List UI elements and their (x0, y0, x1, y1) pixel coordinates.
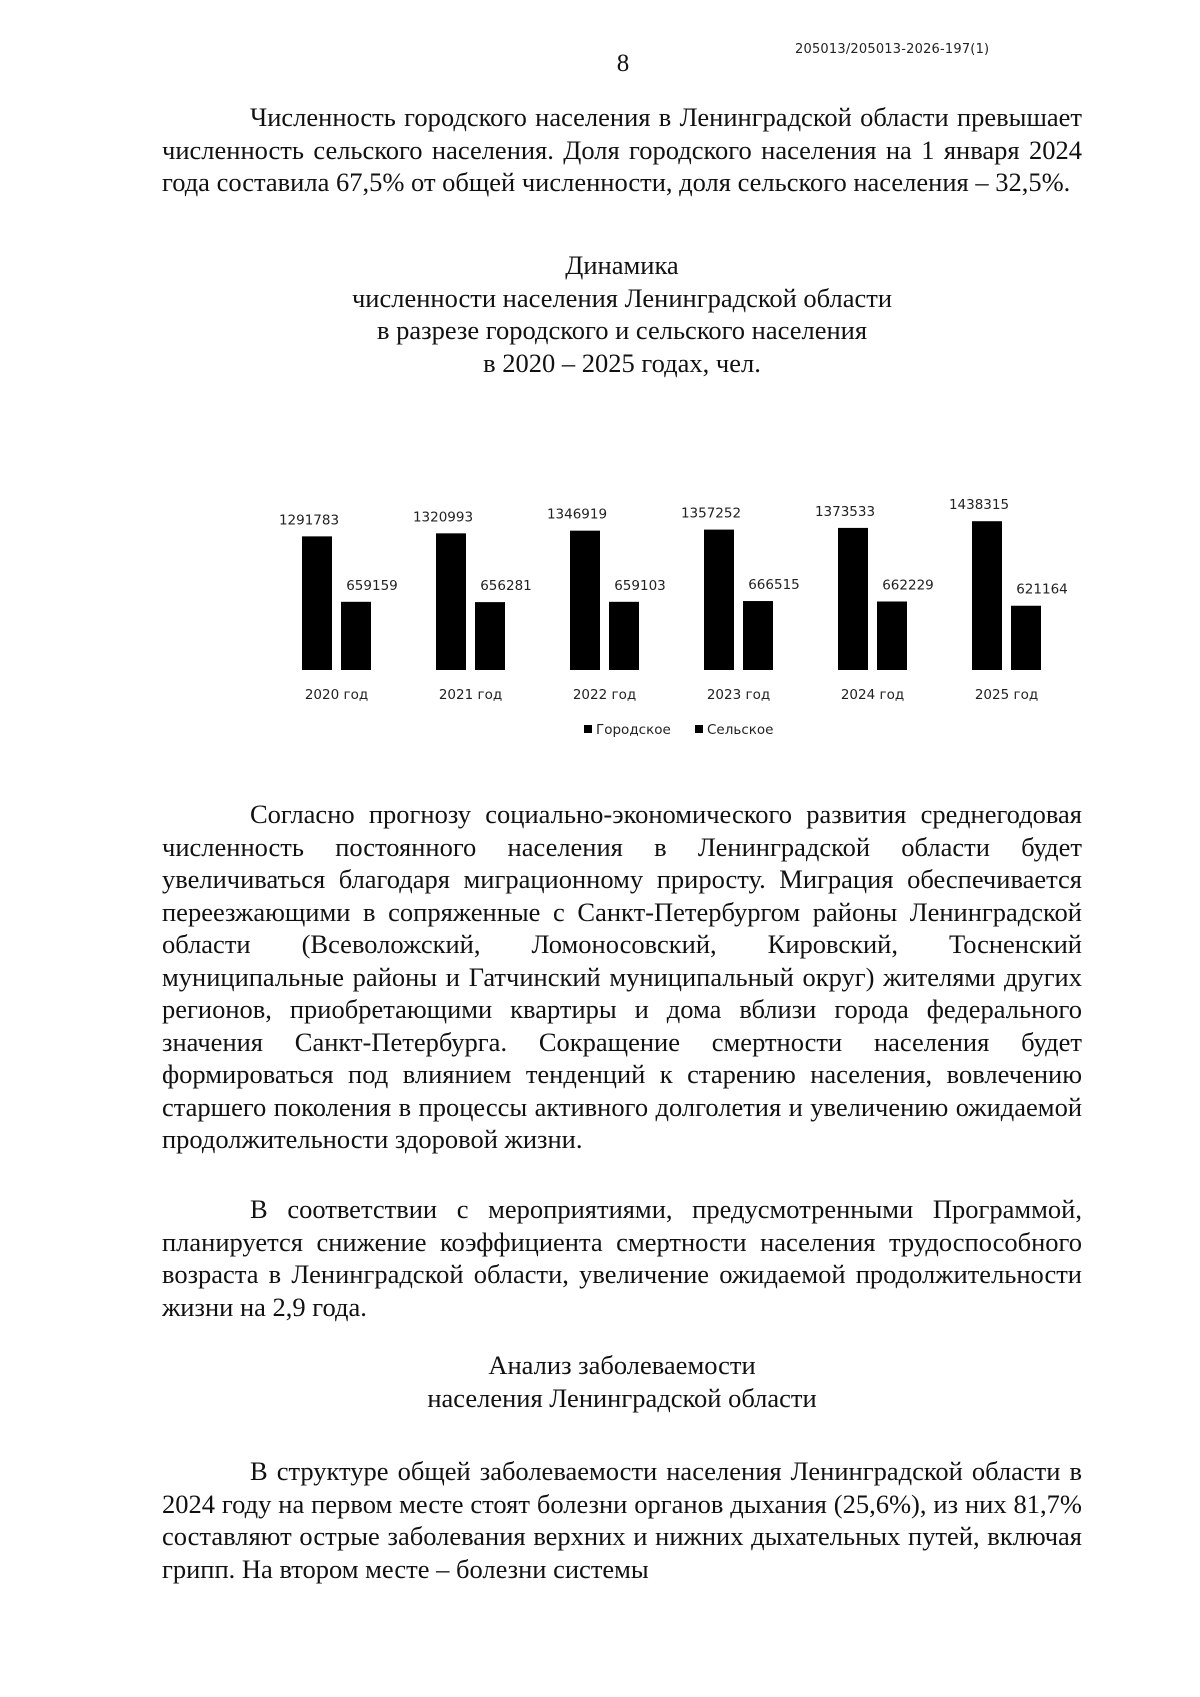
data-label-urban-5: 1373533 (814, 503, 876, 520)
data-label-urban-6: 1438315 (948, 497, 1010, 514)
x-tick-label-1: 2020 год (304, 687, 369, 703)
legend-urban-label: Городское (596, 722, 671, 738)
x-tick-label-4: 2023 год (706, 687, 771, 703)
bar-urban-3 (570, 531, 600, 670)
bar-rural-2 (475, 602, 505, 670)
data-label-rural-3: 659103 (614, 577, 666, 594)
bar-rural-3 (609, 602, 639, 670)
x-tick-label-3: 2022 год (572, 687, 637, 703)
bar-urban-1 (302, 536, 332, 670)
page-number: 8 (616, 50, 630, 77)
legend-rural-label: Сельское (707, 722, 774, 738)
data-label-rural-1: 659159 (346, 577, 398, 594)
data-label-urban-2: 1320993 (412, 509, 474, 526)
data-label-urban-1: 1291783 (278, 512, 340, 529)
x-tick-label-2: 2021 год (438, 687, 503, 703)
chart-heading-line-3: в разрезе городского и сельского населения (376, 315, 868, 345)
bar-urban-6 (972, 521, 1002, 670)
data-label-rural-6: 621164 (1016, 581, 1068, 598)
data-label-rural-4: 666515 (748, 577, 800, 594)
chart-heading-line-1: Динамика (565, 250, 679, 280)
bar-rural-4 (743, 601, 773, 670)
bar-urban-2 (436, 533, 466, 670)
legend-rural-swatch (695, 725, 703, 733)
bar-urban-5 (838, 528, 868, 670)
bar-rural-5 (877, 601, 907, 670)
data-label-urban-3: 1346919 (546, 506, 608, 523)
paragraph-forecast: Согласно прогнозу социально-экономического развития среднегодовая численность постоянного населения в Ленинградской области будет увеличиваться благодаря миграционному приросту. Миграция обеспечивается переезжающими в сопряженные с Санкт-Петербургом районы Ленинградской области (Всеволожский, Ломоносовский, Кировский, Тосненский муниципальные районы и Гатчинский муниципальный округ) жителями других регионов, приобретающими квартиры и дома вблизи города федерального значения Санкт-Петербурга. Сокращение смертности населения будет формироваться под влиянием тенденций к старению населения, вовлечению старшего поколения в процессы активного долголетия и увеличению ожидаемой продолжительности здоровой жизни. (162, 799, 1082, 1154)
paragraph-urban-share: Численность городского населения в Ленинградской области превышает численность сельского населения. Доля городского населения на 1 января 2024 года составила 67,5% от общей численности, доля сельского населения – 32,5%. (162, 102, 1082, 197)
bar-rural-1 (341, 602, 371, 670)
population-bar-chart (262, 470, 1082, 760)
data-label-rural-5: 662229 (882, 577, 934, 594)
x-tick-label-6: 2025 год (974, 687, 1039, 703)
data-label-rural-2: 656281 (480, 578, 532, 595)
bar-urban-4 (704, 530, 734, 670)
bar-rural-6 (1011, 606, 1041, 670)
paragraph-program-measures: В соответствии с мероприятиями, предусмотренными Программой, планируется снижение коэффициента смертности населения трудоспособного возраста в Ленинградской области, увеличение ожидаемой продолжительности жизни на 2,9 года. (162, 1194, 1082, 1322)
paragraph-morbidity: В структуре общей заболеваемости населения Ленинградской области в 2024 году на первом месте стоят болезни органов дыхания (25,6%), из них 81,7% составляют острые заболевания верхних и нижних дыхательных путей, включая грипп. На втором месте – болезни системы (162, 1456, 1082, 1584)
chart-heading (162, 249, 1082, 379)
document-reference: 205013/205013-2026-197(1) (795, 42, 990, 57)
chart-heading-line-2: численности населения Ленинградской области (351, 282, 893, 313)
section-heading-line-1: Анализ заболеваемости (488, 1350, 756, 1380)
chart-heading-line-4: в 2020 – 2025 годах, чел. (483, 347, 761, 378)
section-heading-line-2: населения Ленинградской области (427, 1382, 817, 1413)
x-tick-label-5: 2024 год (840, 687, 905, 703)
section-heading (162, 1349, 1082, 1414)
data-label-urban-4: 1357252 (680, 505, 742, 522)
legend-urban-swatch (584, 725, 592, 733)
